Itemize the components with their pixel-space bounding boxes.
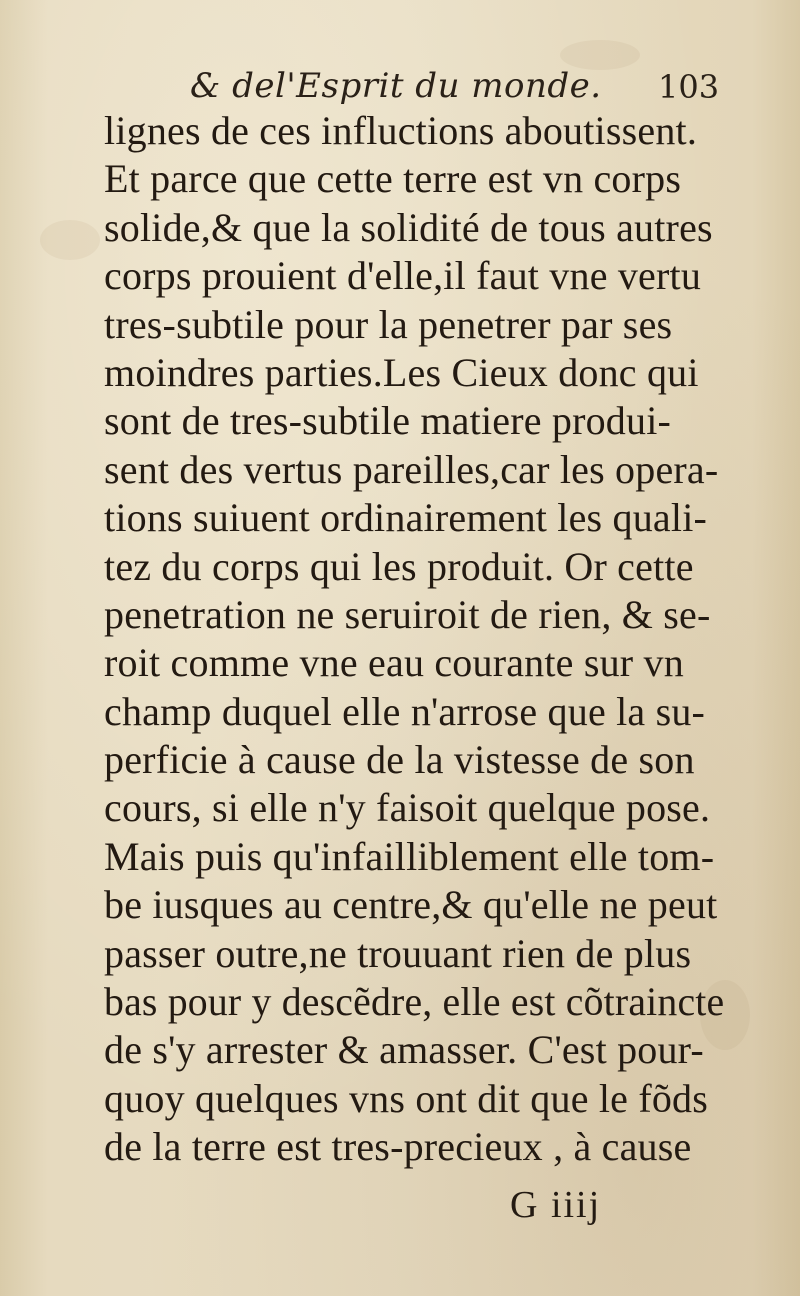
text-line: champ duquel elle n'arrose que la su- [104, 688, 706, 734]
text-line: corps prouient d'elle,il faut vne vertu [104, 253, 702, 299]
text-line: bas pour y descẽdre, elle est cõtraincte [104, 979, 725, 1025]
paper-stain [40, 220, 100, 260]
text-line: tez du corps qui les produit. Or cette [104, 543, 694, 589]
text-line: tres-subtile pour la penetrer par ses [104, 301, 673, 347]
text-line: roit comme vne eau courante sur vn [104, 640, 684, 686]
text-line: cours, si elle n'y faisoit quelque pose. [104, 785, 711, 831]
text-line: solide,& que la solidité de tous autres [104, 204, 713, 250]
text-line: quoy quelques vns ont dit que le fõds [104, 1075, 709, 1121]
running-title: & del'Esprit du monde. [190, 66, 602, 106]
text-line: Mais puis qu'infailliblement elle tom- [104, 833, 715, 879]
text-line: be iusques au centre,& qu'elle ne peut [104, 882, 718, 928]
text-line: sent des vertus pareilles,car les opera- [104, 446, 719, 492]
text-line: penetration ne seruiroit de rien, & se- [104, 591, 711, 637]
text-line: moindres parties.Les Cieux donc qui [104, 349, 699, 395]
signature-mark: G iiij [510, 1184, 602, 1226]
text-line: perficie à cause de la vistesse de son [104, 737, 695, 783]
body-text [104, 107, 724, 1172]
text-line: Et parce que cette terre est vn corps [104, 156, 682, 202]
text-line: lignes de ces influctions aboutissent. [104, 108, 698, 153]
page-number: 103 [658, 68, 720, 106]
text-line: de s'y arrester & amasser. C'est pour- [104, 1027, 704, 1073]
text-line: passer outre,ne trouuant rien de plus [104, 930, 692, 976]
text-line: sont de tres-subtile matiere produi- [104, 398, 672, 444]
text-line: de la terre est tres-precieux , à cause [104, 1124, 692, 1170]
text-line: tions suiuent ordinairement les quali- [104, 495, 708, 541]
